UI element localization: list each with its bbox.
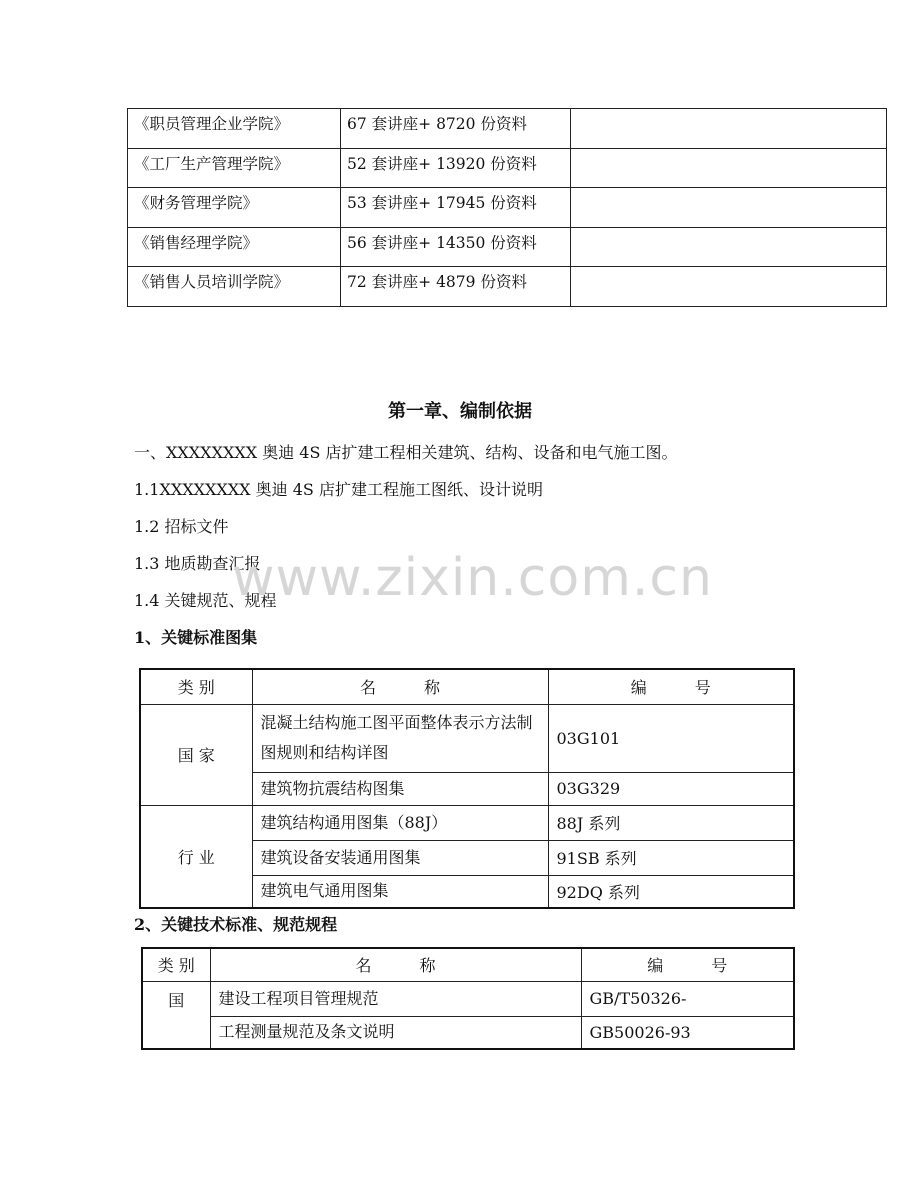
catalogue-note <box>571 188 887 228</box>
table-header-row <box>140 669 794 704</box>
category-cell: 国 家 <box>140 704 252 805</box>
catalogue-table <box>127 108 887 307</box>
name-cell: 建筑电气通用图集 <box>252 875 548 908</box>
table-row <box>128 227 887 267</box>
name-cell: 工程测量规范及条文说明 <box>210 1016 581 1049</box>
paragraph: 1.3 地质勘查汇报 <box>134 554 261 573</box>
header-code: 编 号 <box>548 669 794 704</box>
catalogue-title: 《财务管理学院》 <box>128 188 341 228</box>
catalogue-content: 56 套讲座+ 14350 份资料 <box>341 227 571 267</box>
name-cell: 建筑设备安装通用图集 <box>252 840 548 875</box>
catalogue-content: 52 套讲座+ 13920 份资料 <box>341 148 571 188</box>
catalogue-content: 53 套讲座+ 17945 份资料 <box>341 188 571 228</box>
catalogue-note <box>571 267 887 307</box>
table-row <box>128 148 887 188</box>
standard-atlas-table <box>139 668 795 909</box>
header-category: 类 别 <box>142 948 210 981</box>
table-row <box>128 188 887 228</box>
code-cell: 92DQ 系列 <box>548 875 794 908</box>
table-row <box>142 981 794 1016</box>
catalogue-title: 《销售人员培训学院》 <box>128 267 341 307</box>
table-row <box>142 1016 794 1049</box>
catalogue-title: 《销售经理学院》 <box>128 227 341 267</box>
section-title: 1、关键标准图集 <box>134 628 258 647</box>
table-row <box>128 267 887 307</box>
header-category: 类 别 <box>140 669 252 704</box>
catalogue-title: 《职员管理企业学院》 <box>128 109 341 149</box>
table-row <box>128 109 887 149</box>
code-cell: 88J 系列 <box>548 805 794 840</box>
header-name: 名 称 <box>210 948 581 981</box>
technical-standards-table <box>141 947 795 1050</box>
table-row <box>140 704 794 772</box>
paragraph: 一、XXXXXXXX 奥迪 4S 店扩建工程相关建筑、结构、设备和电气施工图。 <box>134 443 678 462</box>
paragraph: 1.4 关键规范、规程 <box>134 591 277 610</box>
catalogue-title: 《工厂生产管理学院》 <box>128 148 341 188</box>
code-cell: GB/T50326- <box>581 981 794 1016</box>
catalogue-note <box>571 227 887 267</box>
category-cell: 行 业 <box>140 805 252 908</box>
name-cell: 混凝土结构施工图平面整体表示方法制图规则和结构详图 <box>252 704 548 772</box>
code-cell: 03G101 <box>548 704 794 772</box>
table-header-row <box>142 948 794 981</box>
paragraph: 1.1XXXXXXXX 奥迪 4S 店扩建工程施工图纸、设计说明 <box>134 480 543 499</box>
header-name: 名 称 <box>252 669 548 704</box>
watermark: www.zixin.com.cn <box>232 548 713 608</box>
name-cell: 建设工程项目管理规范 <box>210 981 581 1016</box>
code-cell: 91SB 系列 <box>548 840 794 875</box>
category-cell: 国 <box>142 981 210 1049</box>
header-code: 编 号 <box>581 948 794 981</box>
code-cell: 03G329 <box>548 772 794 805</box>
catalogue-content: 67 套讲座+ 8720 份资料 <box>341 109 571 149</box>
catalogue-content: 72 套讲座+ 4879 份资料 <box>341 267 571 307</box>
name-cell: 建筑结构通用图集（88J） <box>252 805 548 840</box>
section-title: 2、关键技术标准、规范规程 <box>134 915 338 934</box>
chapter-title: 第一章、编制依据 <box>388 401 532 422</box>
code-cell: GB50026-93 <box>581 1016 794 1049</box>
name-cell: 建筑物抗震结构图集 <box>252 772 548 805</box>
catalogue-note <box>571 148 887 188</box>
catalogue-note <box>571 109 887 149</box>
paragraph: 1.2 招标文件 <box>134 517 229 536</box>
table-row <box>140 805 794 840</box>
